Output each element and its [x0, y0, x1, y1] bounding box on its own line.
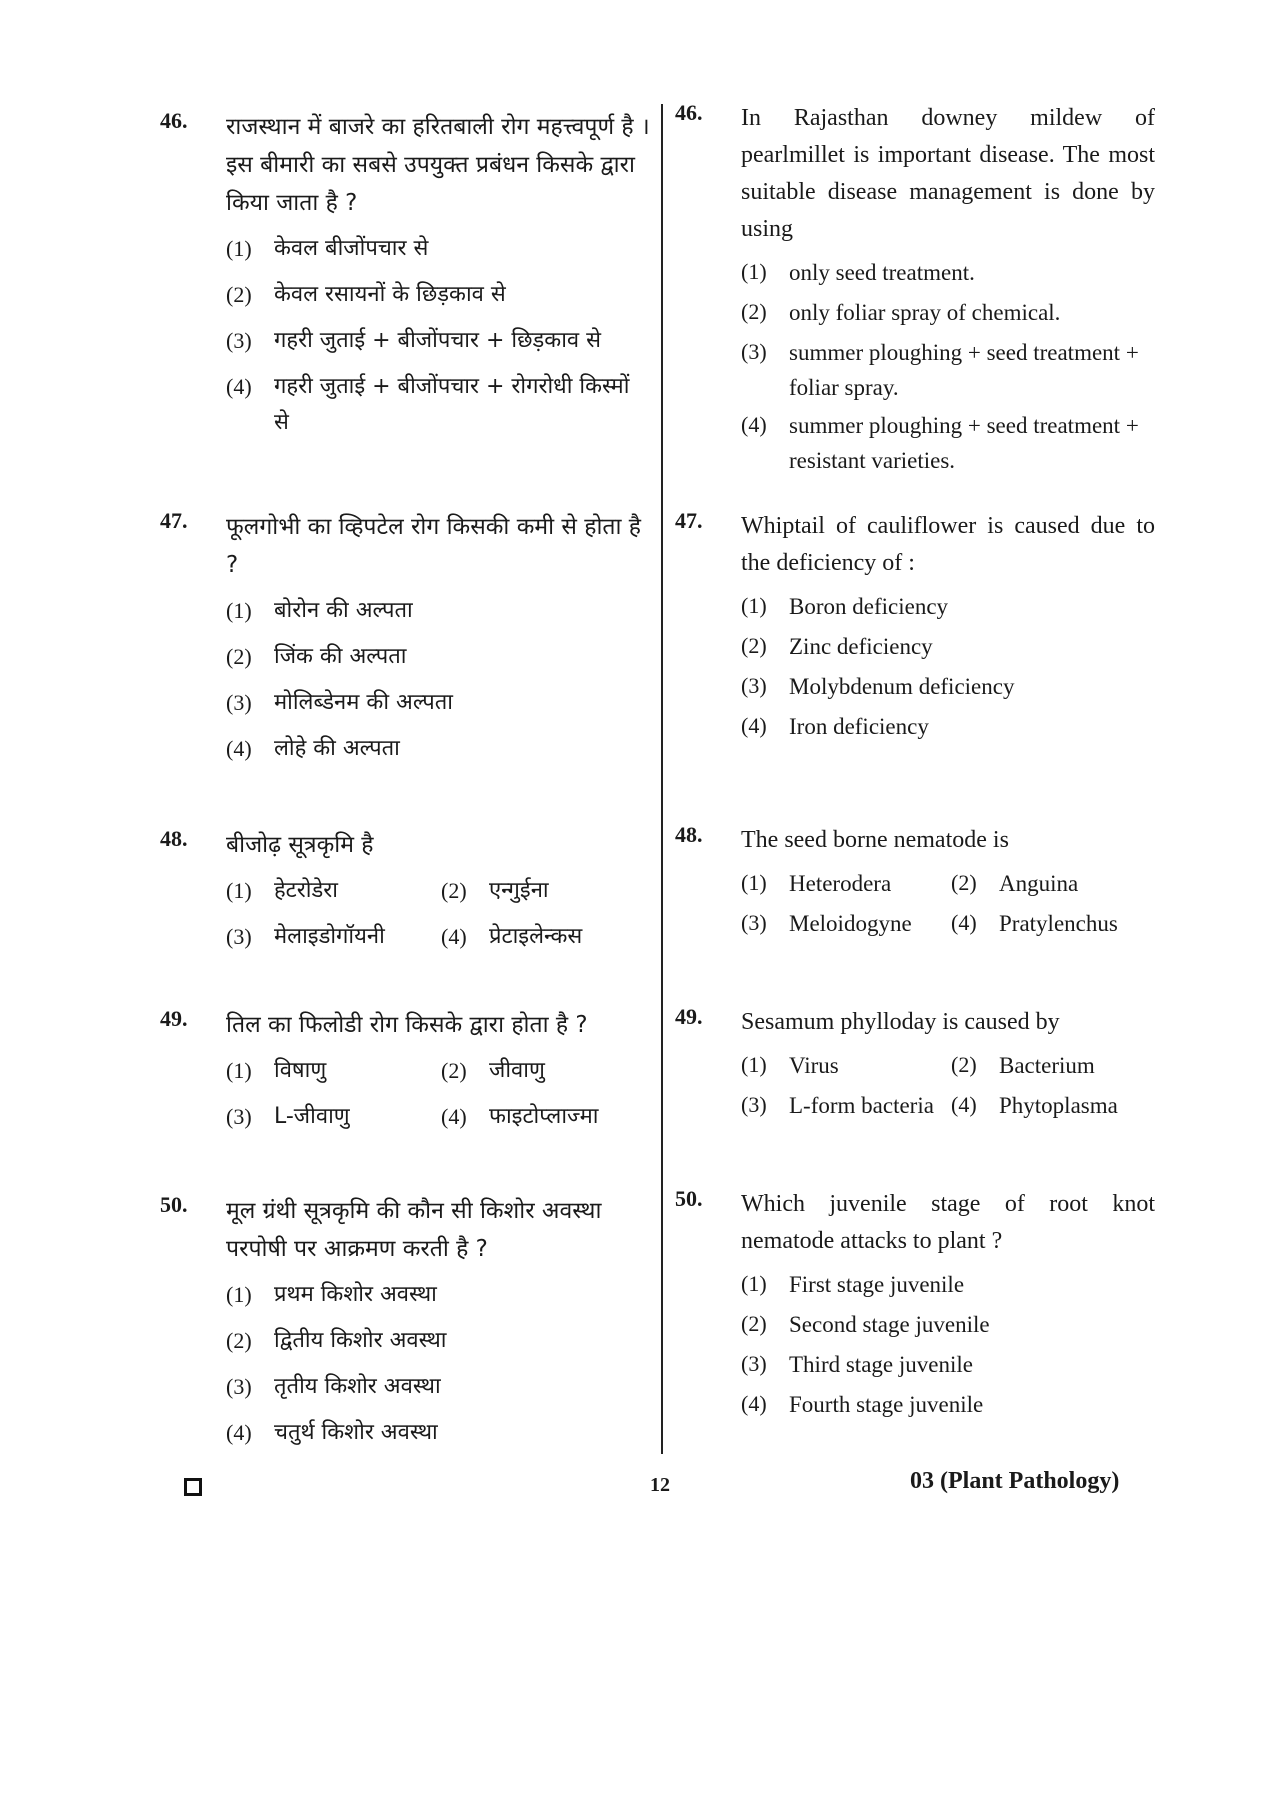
question-number: 48.: [160, 826, 188, 851]
options-list: [226, 226, 650, 441]
question-text: Sesamum phylloday is caused by: [741, 1009, 1060, 1035]
option-2: [741, 1304, 1155, 1344]
question-text: Whiptail of cauliflower is caused due to the deficiency of :: [741, 513, 1155, 576]
question-text: The seed borne nematode is: [741, 827, 1009, 853]
question-46-english: [675, 100, 1155, 478]
question-48-english: [675, 822, 1155, 943]
option-2: [741, 626, 1155, 666]
question-50-english: [675, 1186, 1155, 1424]
option-2: [951, 1045, 1151, 1085]
options-list: [226, 1272, 650, 1456]
question-number: 50.: [675, 1186, 703, 1211]
option-text: Fourth stage juvenile: [789, 1392, 984, 1417]
option-text: तृतीय किशोर अवस्था: [274, 1374, 441, 1399]
option-text: L-जीवाणु: [274, 1104, 350, 1129]
option-1: [226, 226, 650, 272]
option-number: (1): [741, 593, 767, 618]
question-number: 47.: [160, 508, 188, 533]
option-4: [441, 914, 656, 960]
option-text: मेलाइडोगॉयनी: [274, 924, 385, 949]
option-number: (3): [226, 1104, 252, 1129]
option-text: Meloidogyne: [789, 911, 912, 936]
option-number: (4): [951, 910, 977, 935]
option-number: (2): [226, 282, 252, 307]
option-text: लोहे की अल्पता: [274, 736, 400, 761]
option-number: (2): [441, 878, 467, 903]
option-text: First stage juvenile: [789, 1272, 965, 1297]
option-number: (3): [741, 1351, 767, 1376]
option-text: द्वितीय किशोर अवस्था: [274, 1328, 447, 1353]
option-text: गहरी जुताई + बीजोंपचार + रोगरोधी किस्मों से: [274, 374, 630, 435]
option-number: (1): [741, 1052, 767, 1077]
question-number: 49.: [675, 1004, 703, 1029]
question-49-english: [675, 1004, 1155, 1125]
option-2: [441, 868, 656, 914]
option-number: (4): [226, 736, 252, 761]
option-number: (4): [741, 713, 767, 738]
option-number: (4): [441, 924, 467, 949]
option-number: (4): [951, 1092, 977, 1117]
option-3: [741, 1085, 951, 1125]
option-text: Pratylenchus: [999, 911, 1118, 936]
option-text: summer ploughing + seed treatment + resistant varieties.: [789, 413, 1139, 473]
option-1: [226, 868, 441, 914]
option-number: (1): [226, 1058, 252, 1083]
option-number: (3): [226, 328, 252, 353]
question-47-hindi: [160, 508, 650, 772]
options-list: [741, 586, 1155, 746]
option-text: Boron deficiency: [789, 594, 949, 619]
option-text: केवल रसायनों के छिड़काव से: [274, 282, 506, 307]
option-2: [951, 863, 1151, 903]
column-divider: [661, 104, 663, 1454]
option-1: [741, 586, 1155, 626]
options-list: [226, 1048, 650, 1140]
option-3: [226, 680, 650, 726]
option-number: (3): [741, 673, 767, 698]
option-3: [741, 1344, 1155, 1384]
option-number: (1): [741, 870, 767, 895]
option-1: [226, 1048, 441, 1094]
option-1: [741, 1264, 1155, 1304]
option-number: (1): [226, 598, 252, 623]
option-number: (2): [441, 1058, 467, 1083]
square-marker-icon: [184, 1478, 202, 1496]
option-4: [741, 1384, 1155, 1424]
options-list: [741, 1045, 1155, 1125]
option-3: [741, 332, 1155, 405]
option-4: [951, 1085, 1151, 1125]
option-number: (2): [951, 1052, 977, 1077]
question-text: फूलगोभी का व्हिपटेल रोग किसकी कमी से होता है ?: [226, 514, 642, 578]
option-text: प्रेटाइलेन्कस: [489, 924, 583, 949]
option-number: (1): [226, 236, 252, 261]
question-text: Which juvenile stage of root knot nematode attacks to plant ?: [741, 1191, 1155, 1254]
option-number: (4): [441, 1104, 467, 1129]
option-number: (3): [226, 690, 252, 715]
option-2: [741, 292, 1155, 332]
option-4: [741, 706, 1155, 746]
option-2: [226, 272, 650, 318]
option-text: चतुर्थ किशोर अवस्था: [274, 1420, 438, 1445]
question-text: बीजोढ़ सूत्रकृमि है: [226, 832, 374, 858]
option-text: एन्गुईना: [489, 878, 549, 903]
option-1: [741, 252, 1155, 292]
option-2: [441, 1048, 656, 1094]
option-text: L-form bacteria: [789, 1093, 934, 1118]
page-number: 12: [650, 1474, 670, 1496]
option-text: जिंक की अल्पता: [274, 644, 407, 669]
option-3: [741, 666, 1155, 706]
option-number: (1): [741, 1271, 767, 1296]
option-text: Second stage juvenile: [789, 1312, 990, 1337]
option-3: [741, 903, 951, 943]
question-number: 47.: [675, 508, 703, 533]
option-text: हेटरोडेरा: [274, 878, 338, 903]
option-1: [741, 863, 951, 903]
option-text: Heterodera: [789, 871, 892, 896]
option-text: गहरी जुताई + बीजोंपचार + छिड़काव से: [274, 328, 601, 353]
option-text: Third stage juvenile: [789, 1352, 973, 1377]
option-number: (2): [741, 1311, 767, 1336]
option-number: (2): [226, 1328, 252, 1353]
option-text: प्रथम किशोर अवस्था: [274, 1282, 437, 1307]
question-text: In Rajasthan downey mildew of pearlmillet is important disease. The most suitable disease management is done by using: [741, 105, 1155, 242]
option-number: (3): [741, 1092, 767, 1117]
question-46-hindi: [160, 108, 650, 441]
option-number: (4): [226, 1420, 252, 1445]
options-list: [226, 868, 650, 960]
question-number: 49.: [160, 1006, 188, 1031]
option-text: Bacterium: [999, 1053, 1095, 1078]
option-4: [226, 364, 650, 441]
option-text: Iron deficiency: [789, 714, 929, 739]
option-text: फाइटोप्लाज्मा: [489, 1104, 599, 1129]
option-text: Virus: [789, 1053, 839, 1078]
option-text: only foliar spray of chemical.: [789, 300, 1061, 325]
option-1: [226, 1272, 650, 1318]
options-list: [741, 1264, 1155, 1424]
option-text: केवल बीजोंपचार से: [274, 236, 429, 261]
option-3: [226, 1364, 650, 1410]
option-2: [226, 1318, 650, 1364]
question-47-english: [675, 508, 1155, 746]
option-number: (4): [226, 374, 252, 399]
option-3: [226, 318, 650, 364]
options-list: [226, 588, 650, 772]
question-text: राजस्थान में बाजरे का हरितबाली रोग महत्त्वपूर्ण है । इस बीमारी का सबसे उपयुक्त प्रबंधन किसके द्वारा किया जाता है ?: [226, 114, 650, 216]
option-text: Molybdenum deficiency: [789, 674, 1015, 699]
option-text: Zinc deficiency: [789, 634, 933, 659]
question-number: 50.: [160, 1192, 188, 1217]
question-text: तिल का फिलोडी रोग किसके द्वारा होता है ?: [226, 1012, 588, 1038]
question-number: 46.: [160, 108, 188, 133]
option-4: [226, 726, 650, 772]
option-1: [226, 588, 650, 634]
question-number: 48.: [675, 822, 703, 847]
option-text: विषाणु: [274, 1058, 327, 1083]
option-3: [226, 1094, 441, 1140]
option-text: मोलिब्डेनम की अल्पता: [274, 690, 453, 715]
option-text: only seed treatment.: [789, 260, 975, 285]
option-number: (2): [951, 870, 977, 895]
options-list: [741, 863, 1155, 943]
option-number: (1): [226, 1282, 252, 1307]
option-text: Phytoplasma: [999, 1093, 1118, 1118]
option-number: (1): [226, 878, 252, 903]
option-3: [226, 914, 441, 960]
option-number: (3): [741, 339, 767, 364]
question-text: मूल ग्रंथी सूत्रकृमि की कौन सी किशोर अवस्था परपोषी पर आक्रमण करती है ?: [226, 1198, 602, 1262]
option-number: (1): [741, 259, 767, 284]
option-text: जीवाणु: [489, 1058, 545, 1083]
option-number: (2): [226, 644, 252, 669]
option-4: [226, 1410, 650, 1456]
option-1: [741, 1045, 951, 1085]
question-number: 46.: [675, 100, 703, 125]
question-49-hindi: [160, 1006, 650, 1140]
option-4: [951, 903, 1151, 943]
question-50-hindi: [160, 1192, 650, 1456]
option-number: (3): [226, 924, 252, 949]
options-list: [741, 252, 1155, 478]
option-number: (4): [741, 412, 767, 437]
option-text: बोरोन की अल्पता: [274, 598, 413, 623]
option-2: [226, 634, 650, 680]
option-text: Anguina: [999, 871, 1079, 896]
subject-label: 03 (Plant Pathology): [910, 1468, 1120, 1494]
option-number: (3): [741, 910, 767, 935]
option-text: summer ploughing + seed treatment + foliar spray.: [789, 340, 1139, 400]
option-number: (2): [741, 299, 767, 324]
option-number: (4): [741, 1391, 767, 1416]
option-4: [741, 405, 1155, 478]
question-48-hindi: [160, 826, 650, 960]
option-number: (3): [226, 1374, 252, 1399]
option-number: (2): [741, 633, 767, 658]
option-4: [441, 1094, 656, 1140]
